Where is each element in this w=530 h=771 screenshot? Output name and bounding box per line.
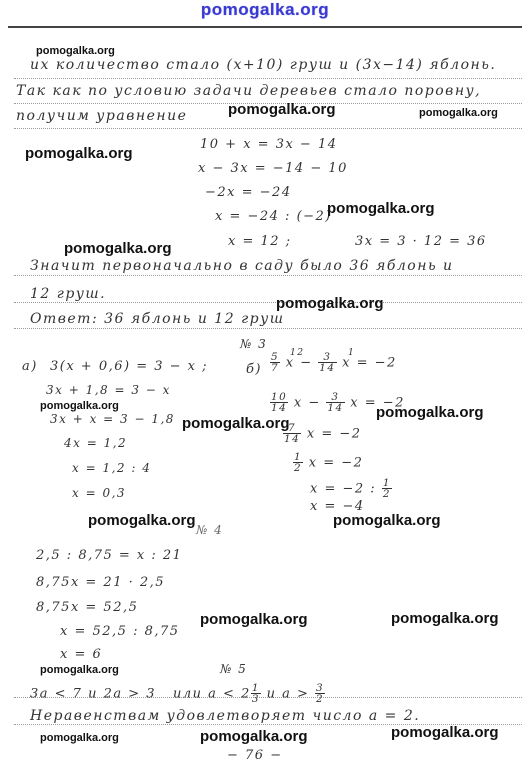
ruled-line bbox=[14, 302, 522, 303]
ruled-line bbox=[14, 78, 522, 79]
watermark-link[interactable]: pomogalka.org bbox=[391, 724, 499, 741]
equation-line: 3x = 3 · 12 = 36 bbox=[355, 234, 487, 249]
equation-line: −2x = −24 bbox=[205, 185, 292, 200]
watermark-link[interactable]: pomogalka.org bbox=[419, 107, 498, 119]
fraction: $\frac{1}{3}$ bbox=[251, 682, 260, 706]
fraction: $\frac{3}{14}$ bbox=[327, 391, 344, 415]
equation-line: x = 52,5 : 8,75 bbox=[60, 624, 180, 639]
fraction: $\frac{1}{2}$ bbox=[294, 451, 303, 475]
part-label: б) bbox=[246, 362, 263, 377]
equation-line: x = 12 ; bbox=[228, 234, 292, 249]
equation-line: 8,75x = 52,5 bbox=[36, 600, 139, 615]
fraction: $\frac{7}{14}$ bbox=[284, 422, 301, 446]
multiplier-note: 1 bbox=[348, 348, 356, 358]
equation-line: 3x + 1,8 = 3 − x bbox=[46, 383, 171, 397]
equation-line: $\frac{1}{2}$ x = −2 bbox=[294, 451, 364, 475]
watermark-link[interactable]: pomogalka.org bbox=[36, 45, 115, 57]
watermark-link[interactable]: pomogalka.org bbox=[40, 400, 119, 412]
text-line: их количество стало (x+10) груш и (3x−14) яблонь. bbox=[30, 57, 497, 73]
page-number: − 76 − bbox=[227, 748, 283, 763]
equation-line: 2,5 : 8,75 = x : 21 bbox=[36, 548, 183, 563]
watermark-link[interactable]: pomogalka.org bbox=[40, 732, 119, 744]
ruled-line bbox=[14, 275, 522, 276]
equation-line: x = −4 bbox=[310, 499, 365, 514]
problem-number: № 4 bbox=[196, 523, 224, 537]
equation-line: x = 1,2 : 4 bbox=[72, 461, 152, 475]
watermark-link[interactable]: pomogalka.org bbox=[88, 512, 196, 529]
fraction: $\frac{10}{14}$ bbox=[271, 391, 288, 415]
ruled-line bbox=[14, 128, 522, 129]
watermark-link[interactable]: pomogalka.org bbox=[327, 200, 435, 217]
fraction: $\frac{3}{14}$ bbox=[319, 351, 336, 375]
header-divider bbox=[8, 26, 522, 28]
watermark-link[interactable]: pomogalka.org bbox=[25, 145, 133, 162]
part-label: а) bbox=[22, 359, 38, 374]
equation-line: x = −2 : $\frac{1}{2}$ bbox=[310, 477, 391, 501]
conclusion-line: 12 груш. bbox=[30, 286, 107, 302]
equation-line: x = 0,3 bbox=[72, 486, 127, 500]
conclusion-line: Значит первоначально в саду было 36 яблонь и bbox=[30, 258, 454, 274]
fraction: $\frac{5}{7}$ bbox=[271, 351, 280, 375]
ruled-line bbox=[14, 328, 522, 329]
equation-line: 3(x + 0,6) = 3 − x ; bbox=[50, 359, 209, 374]
equation-line: 4x = 1,2 bbox=[64, 436, 128, 450]
answer-line: Ответ: 36 яблонь и 12 груш bbox=[30, 311, 285, 327]
equation-line: 3x + x = 3 − 1,8 bbox=[50, 412, 175, 426]
text-line: Так как по условию задачи деревьев стало поровну, bbox=[16, 83, 482, 99]
watermark-link[interactable]: pomogalka.org bbox=[40, 664, 119, 676]
inequality-line: 3a < 7 и 2a > 3 или a < 2 $\frac{1}{3}$ и a > $\frac{3}{2}$ bbox=[30, 682, 325, 706]
watermark-link[interactable]: pomogalka.org bbox=[391, 610, 499, 627]
equation-line: $\frac{10}{14}$ x − $\frac{3}{14}$ x = −2 bbox=[271, 391, 405, 415]
problem-number: № 5 bbox=[220, 662, 248, 676]
multiplier-note: 12 bbox=[290, 348, 305, 358]
watermark-link[interactable]: pomogalka.org bbox=[64, 240, 172, 257]
site-logo-header[interactable]: pomogalka.org bbox=[200, 0, 330, 19]
equation-line: 10 + x = 3x − 14 bbox=[200, 137, 338, 152]
equation-line: $\frac{7}{14}$ x = −2 bbox=[284, 422, 362, 446]
watermark-link[interactable]: pomogalka.org bbox=[333, 512, 441, 529]
watermark-link[interactable]: pomogalka.org bbox=[182, 415, 290, 432]
watermark-link[interactable]: pomogalka.org bbox=[200, 611, 308, 628]
equation-line: x = 6 bbox=[60, 647, 103, 662]
equation-line: 12 $\frac{5}{7}$ x − 1 $\frac{3}{14}$ x = −2 bbox=[271, 348, 397, 375]
conclusion-line: Неравенствам удовлетворяет число a = 2. bbox=[30, 708, 421, 724]
fraction: $\frac{1}{2}$ bbox=[382, 477, 391, 501]
watermark-link[interactable]: pomogalka.org bbox=[376, 404, 484, 421]
watermark-link[interactable]: pomogalka.org bbox=[276, 295, 384, 312]
watermark-link[interactable]: pomogalka.org bbox=[200, 728, 308, 745]
text-line: получим уравнение bbox=[16, 108, 188, 124]
fraction: $\frac{3}{2}$ bbox=[316, 682, 325, 706]
watermark-link[interactable]: pomogalka.org bbox=[228, 101, 336, 118]
problem-number: № 3 bbox=[240, 337, 268, 351]
equation-line: 8,75x = 21 · 2,5 bbox=[36, 575, 166, 590]
equation-line: x − 3x = −14 − 10 bbox=[198, 161, 348, 176]
equation-line: x = −24 : (−2) bbox=[215, 209, 332, 224]
